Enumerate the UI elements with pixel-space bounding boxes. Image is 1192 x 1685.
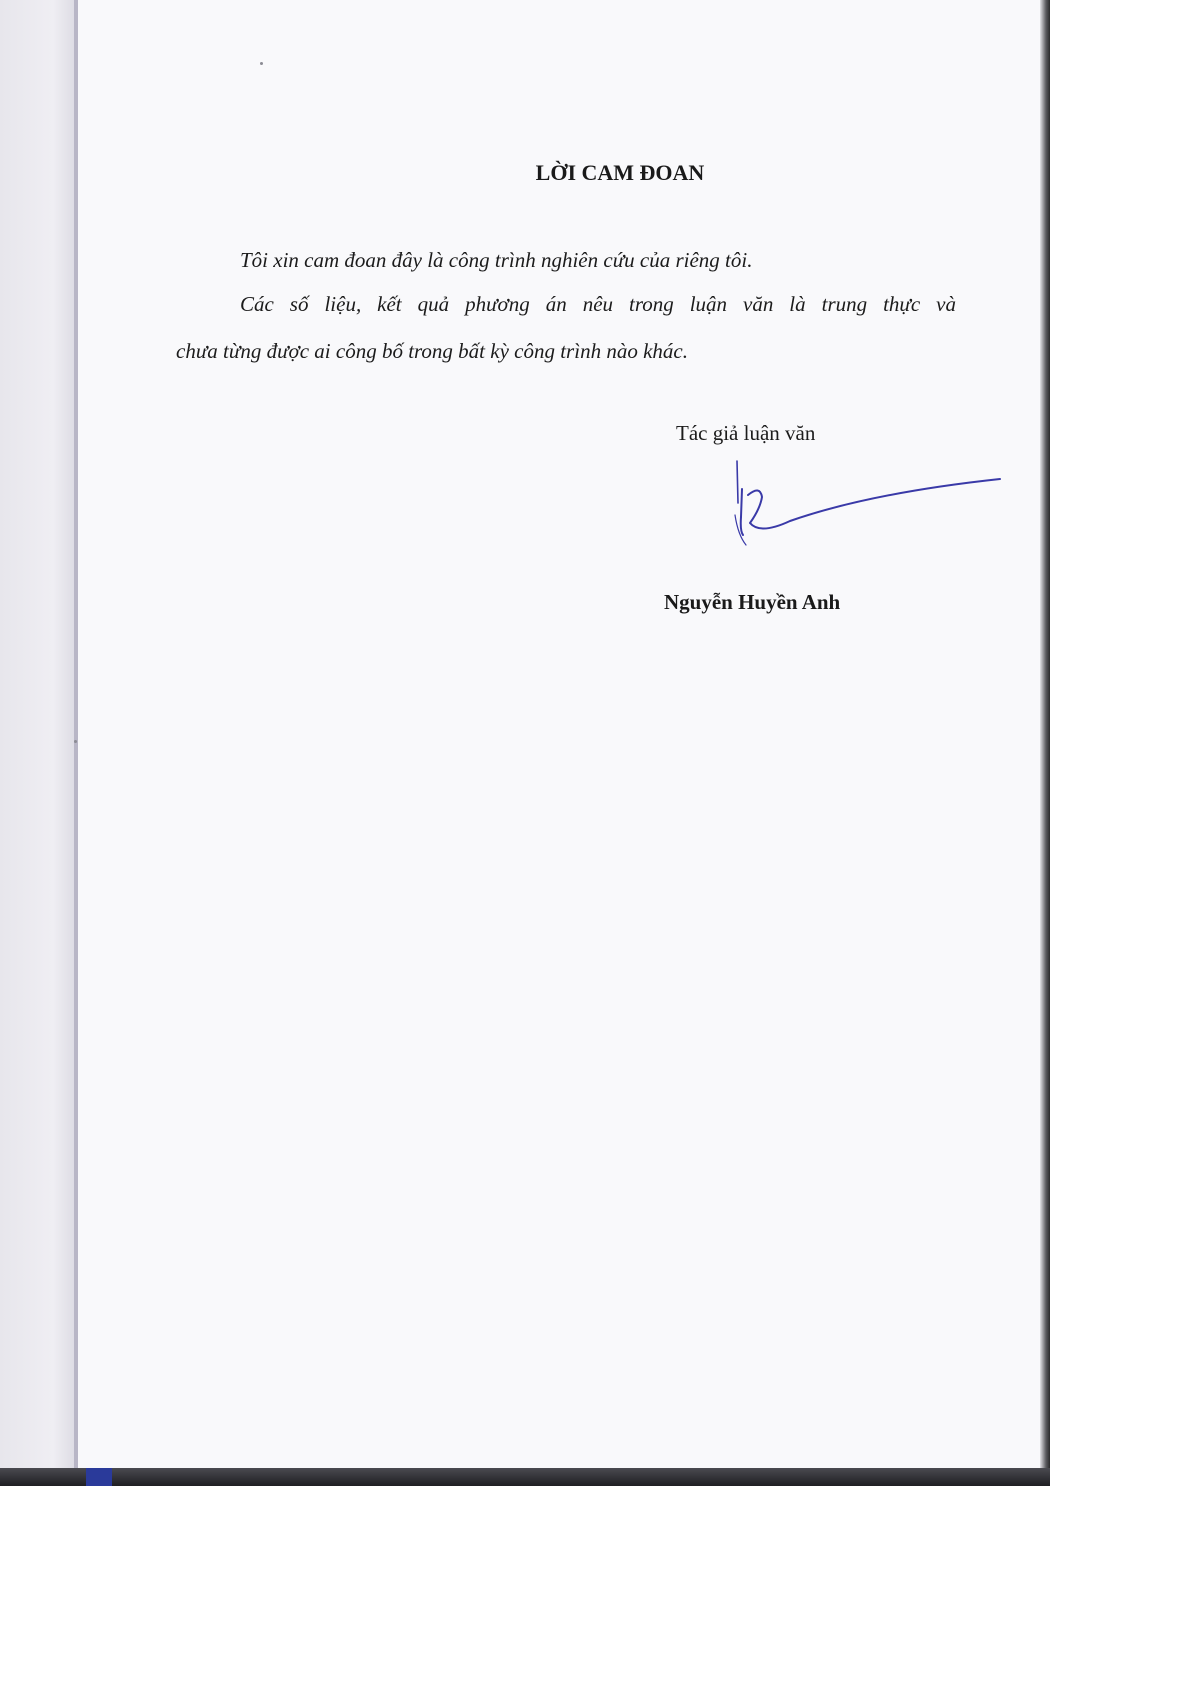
scan-speck xyxy=(74,740,77,743)
page-title: LỜI CAM ĐOAN xyxy=(535,160,705,185)
binding-mark xyxy=(86,1468,112,1486)
signature-icon xyxy=(720,455,1020,565)
declaration-paragraph-2-continued: chưa từng được ai công bố trong bất kỳ công trình nào khác. xyxy=(176,339,688,363)
declaration-paragraph-1: Tôi xin cam đoan đây là công trình nghiên cứu của riêng tôi. xyxy=(240,248,753,272)
author-label: Tác giả luận văn xyxy=(676,421,816,445)
binding-strip xyxy=(0,0,76,1486)
author-name: Nguyễn Huyền Anh xyxy=(664,590,841,614)
page-sheet xyxy=(78,0,1042,1486)
scan-bottom-shadow xyxy=(0,1468,1050,1486)
declaration-paragraph-2: Các số liệu, kết quả phương án nêu trong luận văn là trung thực và xyxy=(240,292,956,316)
scan-speck xyxy=(260,62,263,65)
page-right-edge xyxy=(1040,0,1050,1486)
